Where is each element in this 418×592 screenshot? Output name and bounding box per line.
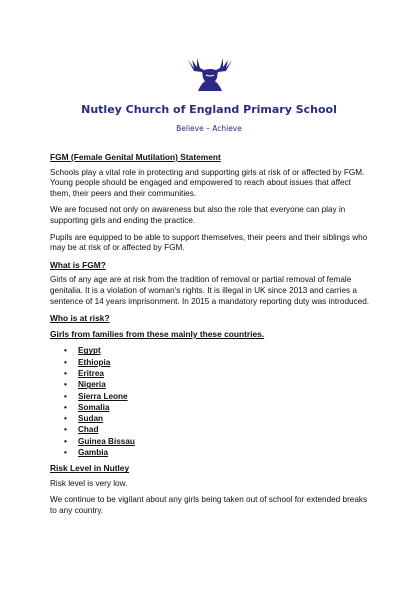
list-item: • Sierra Leone xyxy=(78,391,372,402)
list-item: • Chad xyxy=(78,424,372,435)
vigilance-text: We continue to be vigilant about any girls being taken out of school for extended breaks to any country. xyxy=(50,495,368,516)
list-item: • Sudan xyxy=(78,413,372,424)
list-item: • Nigeria xyxy=(78,379,372,390)
what-is-fgm-heading: What is FGM? xyxy=(50,259,106,270)
risk-level-heading: Risk Level in Nutley xyxy=(50,463,130,474)
risk-level-text: Risk level is very low. xyxy=(50,478,128,488)
school-name: Nutley Church of England Primary School xyxy=(81,103,337,116)
what-is-fgm-text: Girls of any age are at risk from the tradition of removal or partial removal of female genitalia. It is a violation of woman's rights. It is illegal in UK since 2013 and carries a sentence of 14 years imprisonment. In 2015 a mandatory reporting duty was introduced. xyxy=(50,275,370,306)
statement-body xyxy=(50,152,372,523)
school-motto: Believe – Achieve xyxy=(176,124,242,133)
statement-title: FGM (Female Genital Mutilation) Statement xyxy=(50,152,221,162)
countries-list xyxy=(50,345,372,458)
countries-heading: Girls from families from these mainly these countries. xyxy=(50,328,265,339)
intro-paragraph-3: Pupils are equipped to be able to support themselves, their peers and their siblings who may be at risk of or affected by FGM. xyxy=(50,232,368,253)
stag-head-crest-icon xyxy=(180,54,240,92)
who-is-at-risk-heading: Who is at risk? xyxy=(50,313,110,324)
list-item: • Somalia xyxy=(78,402,372,413)
list-item: • Gambia xyxy=(78,447,372,458)
list-item: • Guinea Bissau xyxy=(78,436,372,447)
intro-paragraph-2: We are focused not only on awareness but also the role that everyone can play in supporting girls and ending the practice. xyxy=(50,205,346,225)
intro-paragraph-1: Schools play a vital role in protecting and supporting girls at risk of or affected by FGM. Young people should be engaged and empowered to reach about issues that affect them, their peers and their communities. xyxy=(50,167,365,198)
list-item: • Egypt xyxy=(78,345,372,356)
list-item: • Ethiopia xyxy=(78,357,372,368)
list-item: • Eritrea xyxy=(78,368,372,379)
